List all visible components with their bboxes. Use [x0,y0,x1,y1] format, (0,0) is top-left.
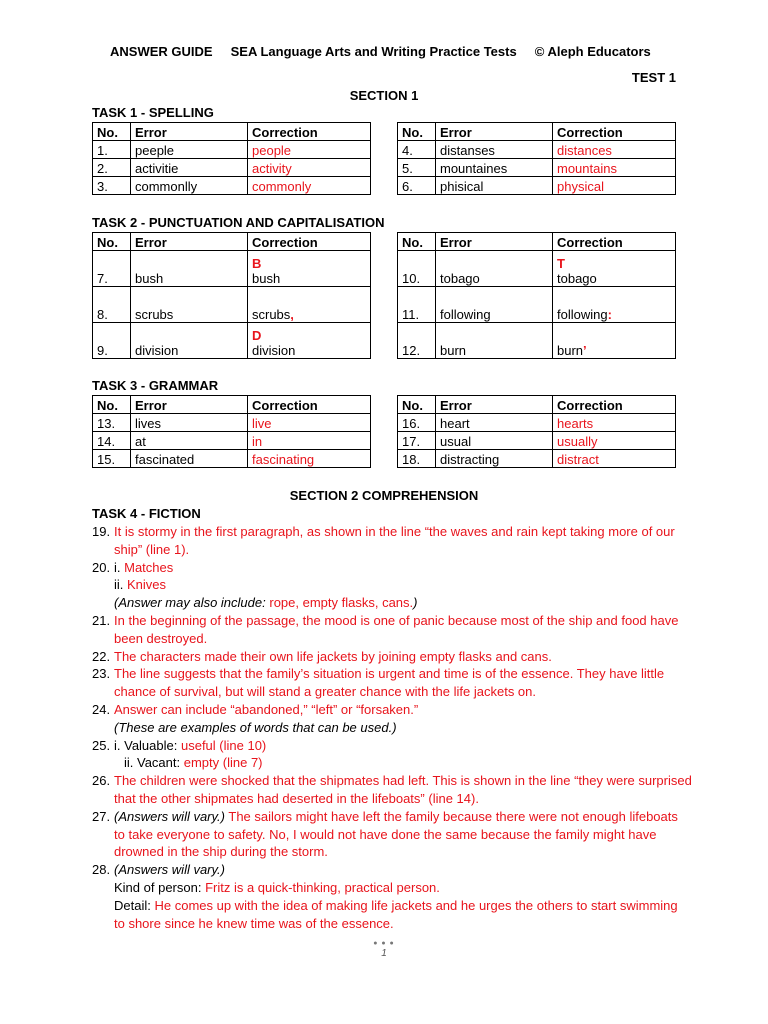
row-no: 18. [398,450,436,468]
header-middle: SEA Language Arts and Writing Practice Tests [230,44,517,59]
table-row [93,414,371,432]
dots-icon: ● ● ● [373,940,395,947]
table-row [93,251,371,287]
row-error: fascinated [131,450,248,468]
row-error: distanses [436,141,553,159]
row-correction: distances [553,141,676,159]
question-27 [92,808,692,861]
table-row [398,287,676,323]
task2-left-table [92,232,371,359]
question-number: 24. [92,701,111,717]
capital-mark: T [557,256,565,271]
row-no: 9. [93,323,131,359]
page-footer [0,939,768,959]
question-20 [92,559,692,577]
row-error: mountaines [436,159,553,177]
item-label: ii. Vacant: [124,755,181,771]
row-no: 6. [398,177,436,195]
row-error: distracting [436,450,553,468]
col-correction: Correction [553,233,676,251]
question-22 [92,648,692,666]
question-25 [92,737,692,755]
correction-word: tobago [557,271,597,286]
row-no: 3. [93,177,131,195]
header-right: © Aleph Educators [534,44,651,59]
row-correction [248,251,371,287]
correction-word: following [557,307,608,322]
correction-word: division [252,343,296,358]
correction-word: burn [557,343,584,358]
table-row [93,141,371,159]
capital-mark: D [252,328,262,343]
col-error: Error [436,233,553,251]
row-error: tobago [436,251,553,287]
row-correction: distract [553,450,676,468]
question-number: 21. [92,612,111,628]
row-error: scrubs [131,287,248,323]
row-correction: physical [553,177,676,195]
item-label: i. [114,559,121,575]
question-number: 22. [92,648,111,664]
task1-left-table [92,122,371,195]
answer-text: Answer can include “abandoned,” “left” or “forsaken.” [114,701,419,717]
row-no: 11. [398,287,436,323]
correction-word: scrubs [252,307,291,322]
row-correction [553,287,676,323]
question-number: 23. [92,666,111,682]
table-row [398,414,676,432]
question-number: 26. [92,773,111,789]
answer-text: The sailors might have left the family because there were not enough lifeboats to take everyone to safety. No, I would not have done the same because the family might have drowned in the ship during the storm. [114,808,678,860]
table-row [93,287,371,323]
section-2-title: SECTION 2 COMPREHENSION [289,488,479,503]
row-correction [248,323,371,359]
note-text: (These are examples of words that can be used.) [114,719,397,735]
col-no: No. [398,233,436,251]
col-no: No. [398,123,436,141]
col-no: No. [93,233,131,251]
row-error: following [436,287,553,323]
note-text: (Answers will vary.) [114,862,225,878]
question-25-ii [92,754,692,772]
row-correction: activity [248,159,371,177]
row-error: lives [131,414,248,432]
answer-text: It is stormy in the first paragraph, as shown in the line “the waves and rain kept taking more of our ship” (line 1). [114,524,675,557]
item-label: Detail: [114,897,151,913]
row-no: 8. [93,287,131,323]
answer-text: Fritz is a quick-thinking, practical person. [205,879,440,895]
task1-right-table [397,122,676,195]
row-correction [248,287,371,323]
header-left: ANSWER GUIDE [110,44,213,59]
task2-title: TASK 2 - PUNCTUATION AND CAPITALISATION [92,215,385,230]
item-label: ii. [114,577,124,593]
table-row [398,177,676,195]
row-no: 5. [398,159,436,177]
row-error: phisical [436,177,553,195]
note-close: ) [413,595,418,611]
note-text: (Answers will vary.) [114,808,225,824]
task4-title: TASK 4 - FICTION [92,506,201,521]
question-number: 20. [92,559,111,575]
table-row [93,432,371,450]
col-error: Error [131,396,248,414]
item-label: i. Valuable: [114,737,178,753]
question-26 [92,772,692,808]
col-no: No. [93,123,131,141]
col-correction: Correction [248,233,371,251]
table-row [93,450,371,468]
row-correction [553,323,676,359]
row-correction: commonly [248,177,371,195]
comprehension-answers [92,523,692,932]
col-error: Error [131,123,248,141]
item-label: Kind of person: [114,879,202,895]
row-no: 13. [93,414,131,432]
punct-mark: ’ [583,343,587,358]
table-row [398,432,676,450]
note-label: (Answer may also include: [114,595,266,611]
row-no: 12. [398,323,436,359]
row-no: 16. [398,414,436,432]
question-28-detail [92,897,692,933]
row-correction: mountains [553,159,676,177]
row-no: 4. [398,141,436,159]
table-row [398,159,676,177]
col-correction: Correction [553,396,676,414]
table-row [398,141,676,159]
question-number: 28. [92,862,111,878]
question-20-ii [92,576,692,594]
row-error: division [131,323,248,359]
question-23 [92,665,692,701]
row-correction: fascinating [248,450,371,468]
answer-text: In the beginning of the passage, the mood is one of panic because most of the ship and food have been destroyed. [114,612,679,646]
answer-text: The characters made their own life jackets by joining empty flasks and cans. [114,648,552,664]
page-number: 1 [381,948,387,959]
row-no: 14. [93,432,131,450]
row-no: 1. [93,141,131,159]
page-header [110,44,651,59]
row-error: activitie [131,159,248,177]
answer-text: Knives [127,577,167,593]
row-no: 10. [398,251,436,287]
col-correction: Correction [248,123,371,141]
table-row [93,323,371,359]
row-correction: people [248,141,371,159]
col-error: Error [436,123,553,141]
row-no: 17. [398,432,436,450]
question-28-kind [92,879,692,897]
col-no: No. [93,396,131,414]
row-correction [553,251,676,287]
col-correction: Correction [248,396,371,414]
question-number: 19. [92,524,111,539]
row-no: 2. [93,159,131,177]
col-error: Error [131,233,248,251]
question-number: 25. [92,737,111,753]
answer-text: The children were shocked that the shipmates had left. This is shown in the line “they were surprised that the other shipmates had deserted in the lifeboats” (line 14). [114,773,692,806]
row-error: bush [131,251,248,287]
table-row [398,251,676,287]
question-24 [92,701,692,719]
question-28 [92,861,692,879]
row-error: usual [436,432,553,450]
col-no: No. [398,396,436,414]
col-correction: Correction [553,123,676,141]
answer-text: He comes up with the idea of making life jackets and he urges the others to start swimming to shore since he knew time was of the essence. [114,897,678,931]
row-error: heart [436,414,553,432]
table-row [93,177,371,195]
task3-left-table [92,395,371,468]
test-label: TEST 1 [631,70,676,85]
row-error: at [131,432,248,450]
task3-title: TASK 3 - GRAMMAR [92,378,219,393]
answer-text: useful (line 10) [180,737,267,753]
row-error: commonlly [131,177,248,195]
col-error: Error [436,396,553,414]
answer-text: rope, empty flasks, cans. [269,595,414,611]
question-24-note [92,719,692,737]
question-20-note [92,594,692,612]
capital-mark: B [252,256,262,271]
row-no: 15. [93,450,131,468]
table-row [398,450,676,468]
punct-mark: : [607,307,612,322]
question-19 [92,523,692,559]
row-error: peeple [131,141,248,159]
table-row [93,159,371,177]
row-error: burn [436,323,553,359]
question-21 [92,612,692,648]
task2-right-table [397,232,676,359]
table-row [398,323,676,359]
row-correction: in [248,432,371,450]
answer-text: empty (line 7) [183,755,263,771]
row-correction: live [248,414,371,432]
task3-right-table [397,395,676,468]
answer-text: The line suggests that the family’s situation is urgent and time is of the essence. They have little chance of survival, but will stand a greater chance with the life jackets on. [114,666,665,700]
question-number: 27. [92,808,111,824]
punct-mark: , [290,307,294,322]
correction-word: bush [252,271,281,286]
task1-title: TASK 1 - SPELLING [92,105,214,120]
section-1-title: SECTION 1 [349,88,419,103]
row-correction: usually [553,432,676,450]
row-correction: hearts [553,414,676,432]
answer-text: Matches [124,559,174,575]
row-no: 7. [93,251,131,287]
